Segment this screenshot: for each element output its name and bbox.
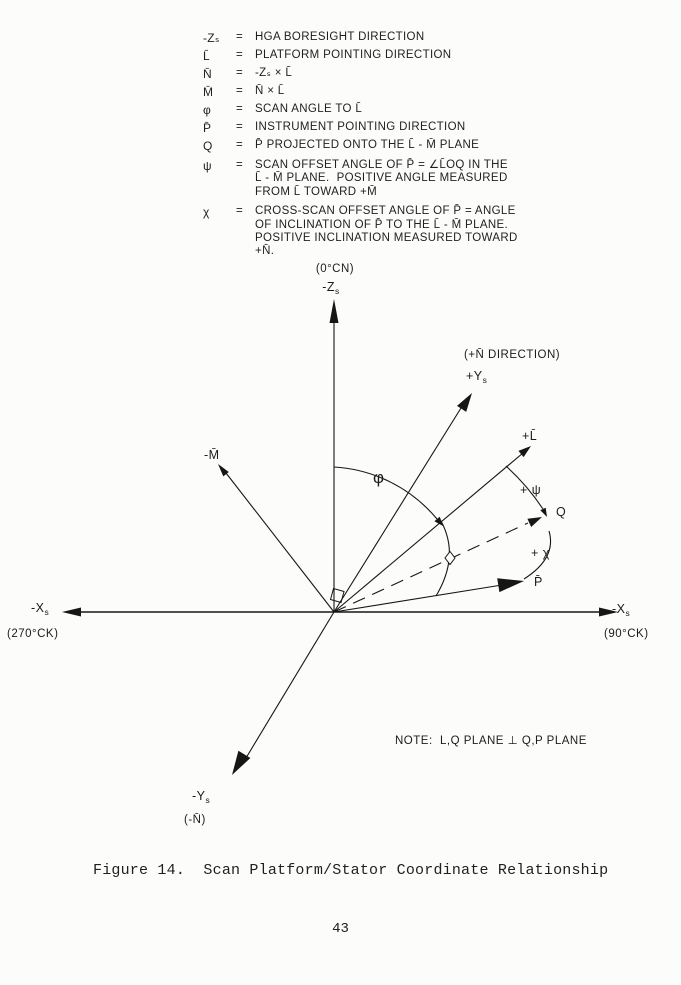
y-plus-label: $+Y_s$ <box>466 369 488 385</box>
equals-sign: = <box>236 121 243 133</box>
equals-sign: = <box>236 31 243 43</box>
legend-symbol: N̄ <box>203 67 212 81</box>
legend-definition: N̄ × L̄ <box>255 85 285 97</box>
equals-sign: = <box>236 49 243 61</box>
equals-sign: = <box>236 159 243 171</box>
legend-symbol: -Zₛ <box>203 31 220 45</box>
legend-definition: SCAN OFFSET ANGLE OF P̄ = ∠L̄OQ IN THE L̄ - M̄ PLANE. POSITIVE ANGLE MEASURED FROM L̄ TOWARD +M̄ <box>255 159 508 198</box>
phi-angle-arc <box>334 467 444 526</box>
legend-symbol: Q <box>203 139 213 153</box>
y-minus-n-label: (-N̄) <box>184 814 206 826</box>
page-number: 43 <box>332 921 349 937</box>
x-right-label: $-X_s$ <box>612 602 631 618</box>
y-minus-vector <box>232 612 334 775</box>
phi-angle-label: φ <box>373 468 385 487</box>
legend-definition: PLATFORM POINTING DIRECTION <box>255 49 452 61</box>
p-bar-label: P̄ <box>534 575 543 589</box>
equals-sign: = <box>236 67 243 79</box>
psi-angle-label: + ψ <box>520 483 542 497</box>
n-direction-label: (+N̄ DIRECTION) <box>464 349 561 361</box>
legend-definition: SCAN ANGLE TO L̄ <box>255 103 363 115</box>
equals-sign: = <box>236 205 243 218</box>
q-label: Q <box>556 505 567 519</box>
qp-plane-arc <box>436 521 455 596</box>
equals-sign: = <box>236 85 243 97</box>
legend-symbol: χ <box>203 205 210 220</box>
m-minus-label: -M̄ <box>204 448 220 462</box>
x-left-clock-label: (270°CK) <box>7 628 59 640</box>
legend-symbol: L̄ <box>203 49 210 63</box>
legend-definition: P̄ PROJECTED ONTO THE L̄ - M̄ PLANE <box>255 139 480 151</box>
legend-definition: CROSS-SCAN OFFSET ANGLE OF P̄ = ANGLE OF INCLINATION OF P̄ TO THE L̄ - M̄ PLANE. POSITIVE INCLINATION MEASURED TOWARD +N̄. <box>255 205 518 258</box>
legend-definition: -Zₛ × L̄ <box>255 67 293 79</box>
x-right-clock-label: (90°CK) <box>604 628 649 640</box>
m-minus-vector <box>218 464 334 612</box>
equals-sign: = <box>236 139 243 151</box>
x-left-label: $-X_s$ <box>31 601 50 617</box>
legend-definition: INSTRUMENT POINTING DIRECTION <box>255 121 466 133</box>
q-dashed-vector <box>334 517 542 612</box>
legend-symbol: ψ <box>203 159 212 173</box>
legend-symbol: P̄ <box>203 121 212 135</box>
plane-note: NOTE: L,Q PLANE ⊥ Q,P PLANE <box>395 735 587 747</box>
y-minus-label: $-Y_s$ <box>192 789 211 805</box>
p-bar-vector <box>334 578 524 612</box>
l-plus-label: +L̄ <box>522 429 538 443</box>
y-plus-vector <box>334 393 472 612</box>
legend-symbol: φ <box>203 103 212 117</box>
z-axis-arrow <box>330 299 339 612</box>
zs-axis-label: $-Z_s$ <box>322 280 340 296</box>
figure-caption: Figure 14. Scan Platform/Stator Coordinate Relationship <box>93 862 609 879</box>
equals-sign: = <box>236 103 243 115</box>
right-angle-square-marker <box>331 589 345 603</box>
chi-angle-label: + χ <box>531 546 550 560</box>
legend-symbol: M̄ <box>203 85 214 99</box>
right-angle-diamond-marker <box>445 552 455 565</box>
legend-definition: HGA BORESIGHT DIRECTION <box>255 31 425 43</box>
zs-axis-cone-label: (0°CN) <box>315 263 355 275</box>
